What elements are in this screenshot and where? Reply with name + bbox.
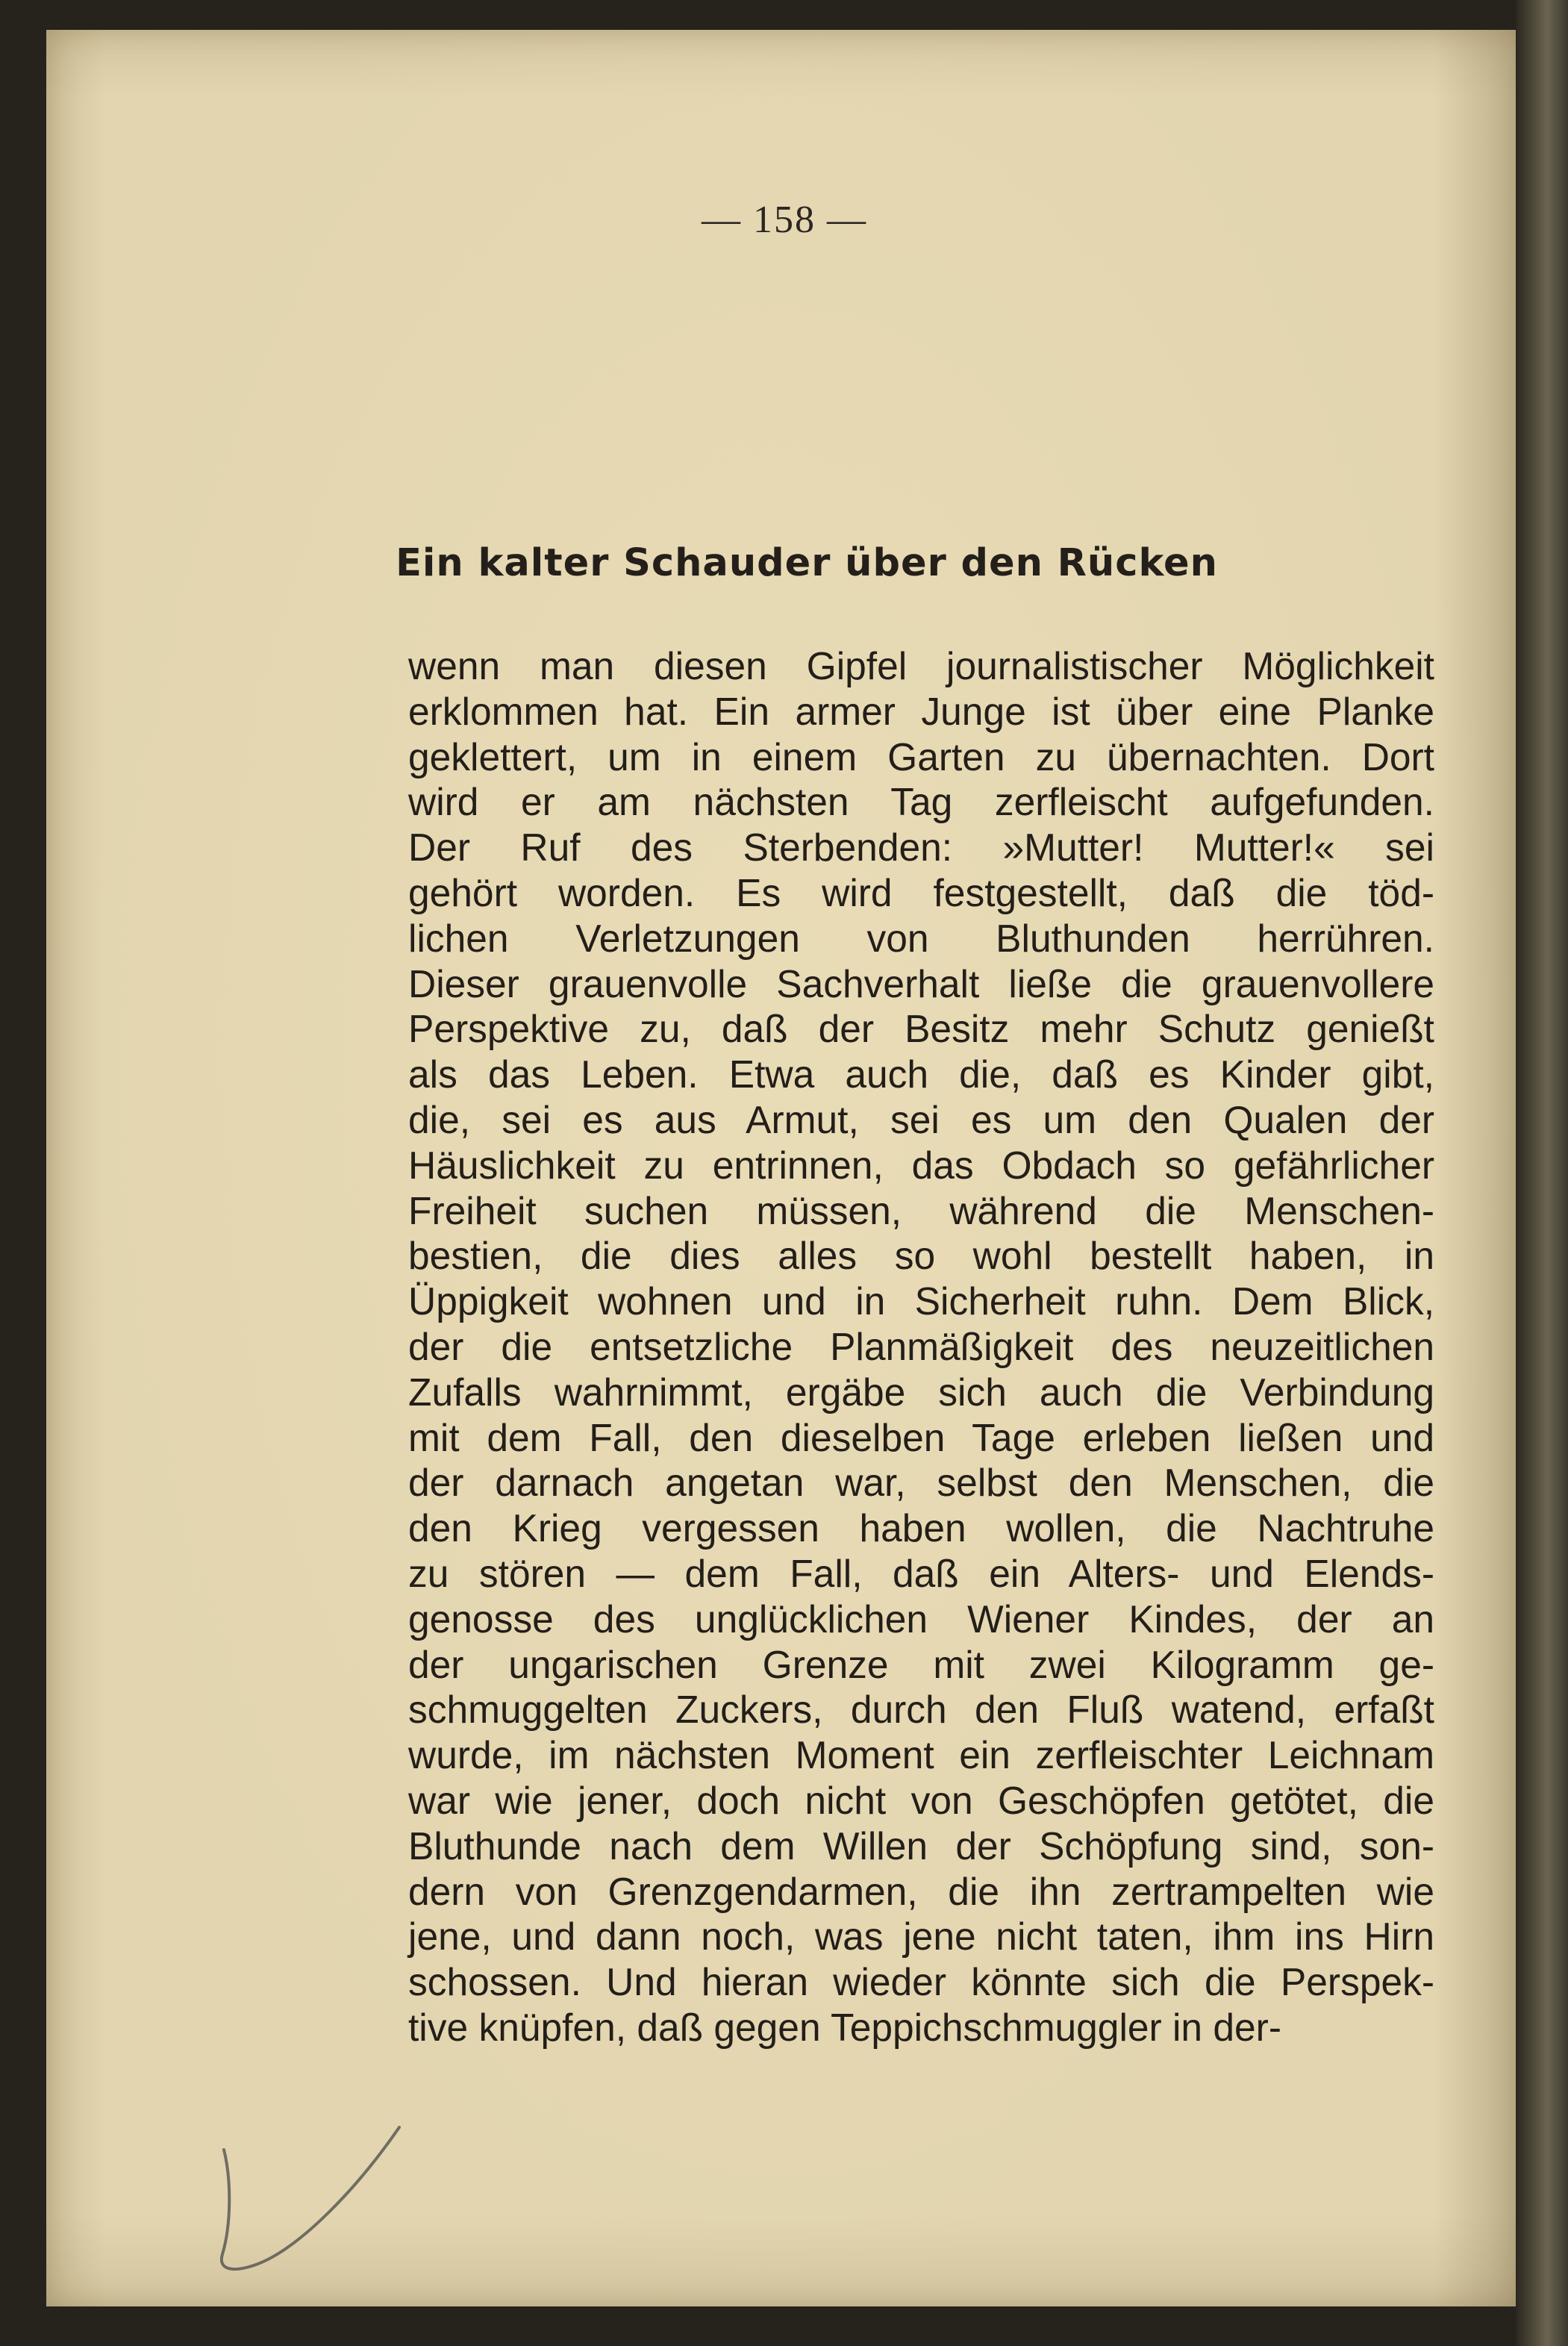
- text-line: Häuslichkeit zu entrinnen, das Obdach so gefährlicher: [408, 1143, 1434, 1187]
- text-line: zu stören — dem Fall, daß ein Alters- und Elends-: [408, 1551, 1434, 1595]
- pencil-checkmark-icon: [209, 2120, 410, 2284]
- text-line: Zufalls wahrnimmt, ergäbe sich auch die Verbindung: [408, 1370, 1434, 1414]
- text-line: mit dem Fall, den dieselben Tage erleben ließen und: [408, 1415, 1434, 1459]
- text-line: den Krieg vergessen haben wollen, die Nachtruhe: [408, 1506, 1434, 1550]
- text-line: Freiheit suchen müssen, während die Menschen-: [408, 1188, 1434, 1232]
- text-line: genosse des unglücklichen Wiener Kindes, der an: [408, 1597, 1434, 1641]
- text-line: der ungarischen Grenze mit zwei Kilogramm ge-: [408, 1642, 1434, 1686]
- text-line: wird er am nächsten Tag zerfleischt aufgefunden.: [408, 780, 1434, 824]
- text-line: dern von Grenzgendarmen, die ihn zertrampelten wie: [408, 1869, 1434, 1913]
- text-line: bestien, die dies alles so wohl bestellt haben, in: [408, 1234, 1434, 1278]
- text-line: die, sei es aus Armut, sei es um den Qualen der: [408, 1097, 1434, 1141]
- text-line: wurde, im nächsten Moment ein zerfleischter Leichnam: [408, 1733, 1434, 1777]
- page-number: — 158 —: [702, 199, 867, 241]
- text-line: erklommen hat. Ein armer Junge ist über eine Planke: [408, 689, 1434, 733]
- text-line: schossen. Und hieran wieder könnte sich die Perspek-: [408, 1960, 1434, 2004]
- text-line: Der Ruf des Sterbenden: »Mutter! Mutter!« sei: [408, 826, 1434, 870]
- text-line: wenn man diesen Gipfel journalistischer Möglichkeit: [408, 644, 1434, 687]
- text-line: geklettert, um in einem Garten zu übernachten. Dort: [408, 734, 1434, 779]
- text-line: tive knüpfen, daß gegen Teppichschmuggler in der-: [408, 2005, 1281, 2049]
- text-line: als das Leben. Etwa auch die, daß es Kinder gibt,: [408, 1052, 1434, 1096]
- text-line: Dieser grauenvolle Sachverhalt ließe die grauenvollere: [408, 961, 1434, 1005]
- text-line: gehört worden. Es wird festgestellt, daß die töd-: [408, 870, 1434, 914]
- text-line: Bluthunde nach dem Willen der Schöpfung sind, son-: [408, 1824, 1434, 1868]
- book-spine-edge: [1516, 0, 1568, 2346]
- text-line: Üppigkeit wohnen und in Sicherheit ruhn. Dem Blick,: [408, 1279, 1434, 1323]
- book-page: [46, 30, 1522, 2306]
- text-line: jene, und dann noch, was jene nicht taten, ihm ins Hirn: [408, 1915, 1434, 1959]
- text-line: der die entsetzliche Planmäßigkeit des neuzeitlichen: [408, 1324, 1434, 1368]
- text-line: lichen Verletzungen von Bluthunden herrühren.: [408, 916, 1434, 960]
- section-heading: Ein kalter Schauder über den Rücken: [396, 541, 1218, 585]
- body-text: [408, 643, 1434, 2050]
- text-line: der darnach angetan war, selbst den Menschen, die: [408, 1461, 1434, 1505]
- text-line: schmuggelten Zuckers, durch den Fluß watend, erfaßt: [408, 1688, 1434, 1732]
- text-line: war wie jener, doch nicht von Geschöpfen getötet, die: [408, 1778, 1434, 1822]
- text-line: Perspektive zu, daß der Besitz mehr Schutz genießt: [408, 1007, 1434, 1051]
